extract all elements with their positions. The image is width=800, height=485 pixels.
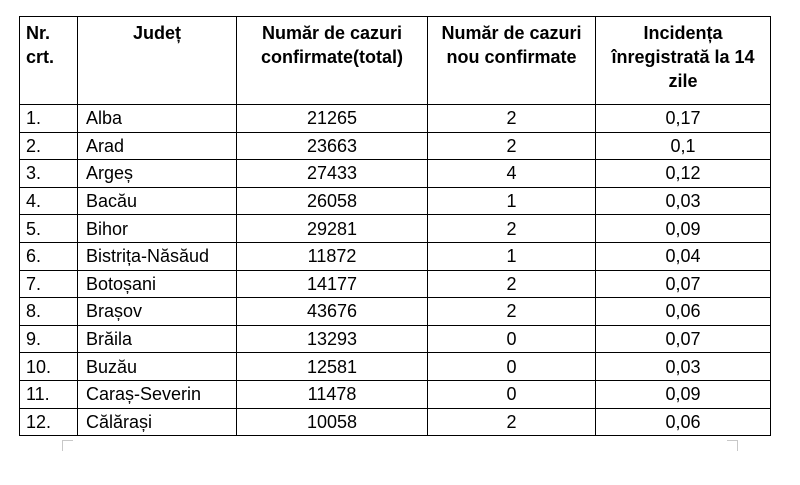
cell-noi: 2 [428, 408, 596, 436]
cell-noi: 2 [428, 215, 596, 243]
cell-incidenta: 0,12 [596, 160, 771, 188]
table-row [20, 105, 771, 133]
cell-nr: 12. [20, 408, 78, 436]
cell-nr: 4. [20, 187, 78, 215]
cell-incidenta: 0,06 [596, 408, 771, 436]
cell-total: 11872 [237, 242, 428, 270]
cell-incidenta: 0,17 [596, 105, 771, 133]
cell-judet: Buzău [78, 353, 237, 381]
cell-nr: 2. [20, 132, 78, 160]
cell-judet: Caraș-Severin [78, 380, 237, 408]
cell-total: 23663 [237, 132, 428, 160]
cell-judet: Alba [78, 105, 237, 133]
cell-nr: 5. [20, 215, 78, 243]
cell-nr: 8. [20, 298, 78, 326]
cell-noi: 2 [428, 105, 596, 133]
cell-nr: 1. [20, 105, 78, 133]
table-row [20, 215, 771, 243]
cell-judet: Călărași [78, 408, 237, 436]
cell-judet: Botoșani [78, 270, 237, 298]
table-row [20, 325, 771, 353]
cell-incidenta: 0,03 [596, 187, 771, 215]
page-corner-mark-left [62, 440, 73, 451]
cell-total: 14177 [237, 270, 428, 298]
cell-incidenta: 0,04 [596, 242, 771, 270]
cell-noi: 0 [428, 353, 596, 381]
cell-nr: 7. [20, 270, 78, 298]
cell-judet: Brașov [78, 298, 237, 326]
cell-judet: Bihor [78, 215, 237, 243]
cell-noi: 2 [428, 298, 596, 326]
header-judet: Județ [78, 17, 237, 105]
cell-incidenta: 0,03 [596, 353, 771, 381]
table-row [20, 132, 771, 160]
table-row [20, 408, 771, 436]
cell-total: 12581 [237, 353, 428, 381]
cell-total: 29281 [237, 215, 428, 243]
cell-total: 26058 [237, 187, 428, 215]
cell-judet: Brăila [78, 325, 237, 353]
cell-judet: Bacău [78, 187, 237, 215]
cell-total: 43676 [237, 298, 428, 326]
cell-incidenta: 0,07 [596, 270, 771, 298]
cell-noi: 0 [428, 380, 596, 408]
cell-incidenta: 0,1 [596, 132, 771, 160]
cell-judet: Arad [78, 132, 237, 160]
cell-noi: 1 [428, 242, 596, 270]
cell-judet: Bistrița-Năsăud [78, 242, 237, 270]
cell-incidenta: 0,07 [596, 325, 771, 353]
cell-nr: 6. [20, 242, 78, 270]
header-nr: Nr. crt. [20, 17, 78, 105]
cases-table [19, 16, 771, 436]
table-row [20, 380, 771, 408]
table-row [20, 298, 771, 326]
cell-nr: 10. [20, 353, 78, 381]
table-body [20, 105, 771, 436]
header-incidenta: Incidența înregistrată la 14 zile [596, 17, 771, 105]
cell-incidenta: 0,09 [596, 215, 771, 243]
cell-total: 13293 [237, 325, 428, 353]
cell-total: 10058 [237, 408, 428, 436]
cell-total: 11478 [237, 380, 428, 408]
table-row [20, 353, 771, 381]
cell-incidenta: 0,09 [596, 380, 771, 408]
cell-nr: 9. [20, 325, 78, 353]
table-row [20, 160, 771, 188]
table-row [20, 242, 771, 270]
cell-total: 21265 [237, 105, 428, 133]
cell-nr: 11. [20, 380, 78, 408]
header-noi: Număr de cazuri nou confirmate [428, 17, 596, 105]
cell-nr: 3. [20, 160, 78, 188]
cell-incidenta: 0,06 [596, 298, 771, 326]
cell-noi: 4 [428, 160, 596, 188]
cell-judet: Argeș [78, 160, 237, 188]
table-row [20, 187, 771, 215]
table-row [20, 270, 771, 298]
cell-total: 27433 [237, 160, 428, 188]
cell-noi: 2 [428, 270, 596, 298]
header-row [20, 17, 771, 105]
page-corner-mark-right [727, 440, 738, 451]
header-total: Număr de cazuri confirmate(total) [237, 17, 428, 105]
cell-noi: 2 [428, 132, 596, 160]
cell-noi: 1 [428, 187, 596, 215]
document-table-container [19, 16, 771, 436]
cell-noi: 0 [428, 325, 596, 353]
